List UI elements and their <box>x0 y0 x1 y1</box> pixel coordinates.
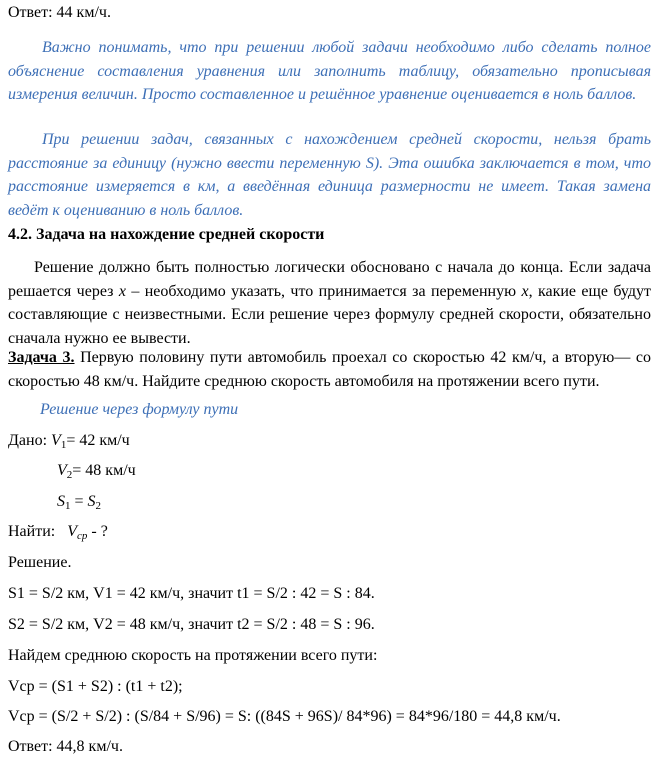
note-paragraph-2: При решении задач, связанных с нахождением средней скорости, нельзя брать расстояние за единицу (нужно ввести переменную S). Эта ошибка заключается в том, что расстояние измеряется в км, а введённая единица размерности не имеет. Такая замена ведёт к оцениванию в ноль баллов. <box>8 131 651 219</box>
solution-label: Решение. <box>8 554 72 571</box>
solution-step-2: S2 = S/2 км, V2 = 48 км/ч, значит t2 = S/2 : 48 = S : 96. <box>8 616 375 633</box>
given-v2: $V_2= 48$ км/ч <box>57 462 136 481</box>
intro-paragraph: Решение должно быть полностью логически обосновано с начала до конца. Если задача решается через x – необходимо указать, что принимается за переменную x, какие еще будут составляющие с неизвестными. Если решение через формулу средней скорости, обязательно сначала нужно ее вывести. <box>8 259 652 347</box>
method-title: Решение через формулу пути <box>40 401 239 418</box>
note-paragraph-1: Важно понимать, что при решении любой задачи необходимо либо сделать полное объяснение составления уравнения или заполнить таблицу, обязательно прописывая измерения величин. Просто составленное и решённое уравнение оценивается в ноль баллов. <box>8 39 651 103</box>
section-heading: 4.2. Задача на нахождение средней скорости <box>8 226 325 243</box>
average-speed-formula: Vср = (S1 + S2) : (t1 + t2); <box>8 678 183 695</box>
task-label: Задача 3. <box>8 349 75 366</box>
task-statement: Задача 3. Первую половину пути автомобиль проехал со скоростью 42 км/ч, а вторую— со скоростью 48 км/ч. Найдите среднюю скорость автомобиля на протяжении всего пути. <box>8 349 652 390</box>
solution-step-1: S1 = S/2 км, V1 = 42 км/ч, значит t1 = S/2 : 42 = S : 84. <box>8 585 375 602</box>
given-s: $S_1 = S_2$ <box>57 493 102 512</box>
previous-answer: Ответ: 44 км/ч. <box>8 4 111 21</box>
find-line: Найти: $V_{ср}$ - ? <box>8 523 108 542</box>
final-answer: Ответ: 44,8 км/ч. <box>8 738 123 755</box>
average-speed-intro: Найдем среднюю скорость на протяжении всего пути: <box>8 647 378 664</box>
given-v1: Дано: $V_1= 42$ км/ч <box>8 432 130 451</box>
average-speed-calculation: Vср = (S/2 + S/2) : (S/84 + S/96) = S: ((84S + 96S)/ 84*96) = 84*96/180 = 44,8 км/ч. <box>8 708 561 725</box>
